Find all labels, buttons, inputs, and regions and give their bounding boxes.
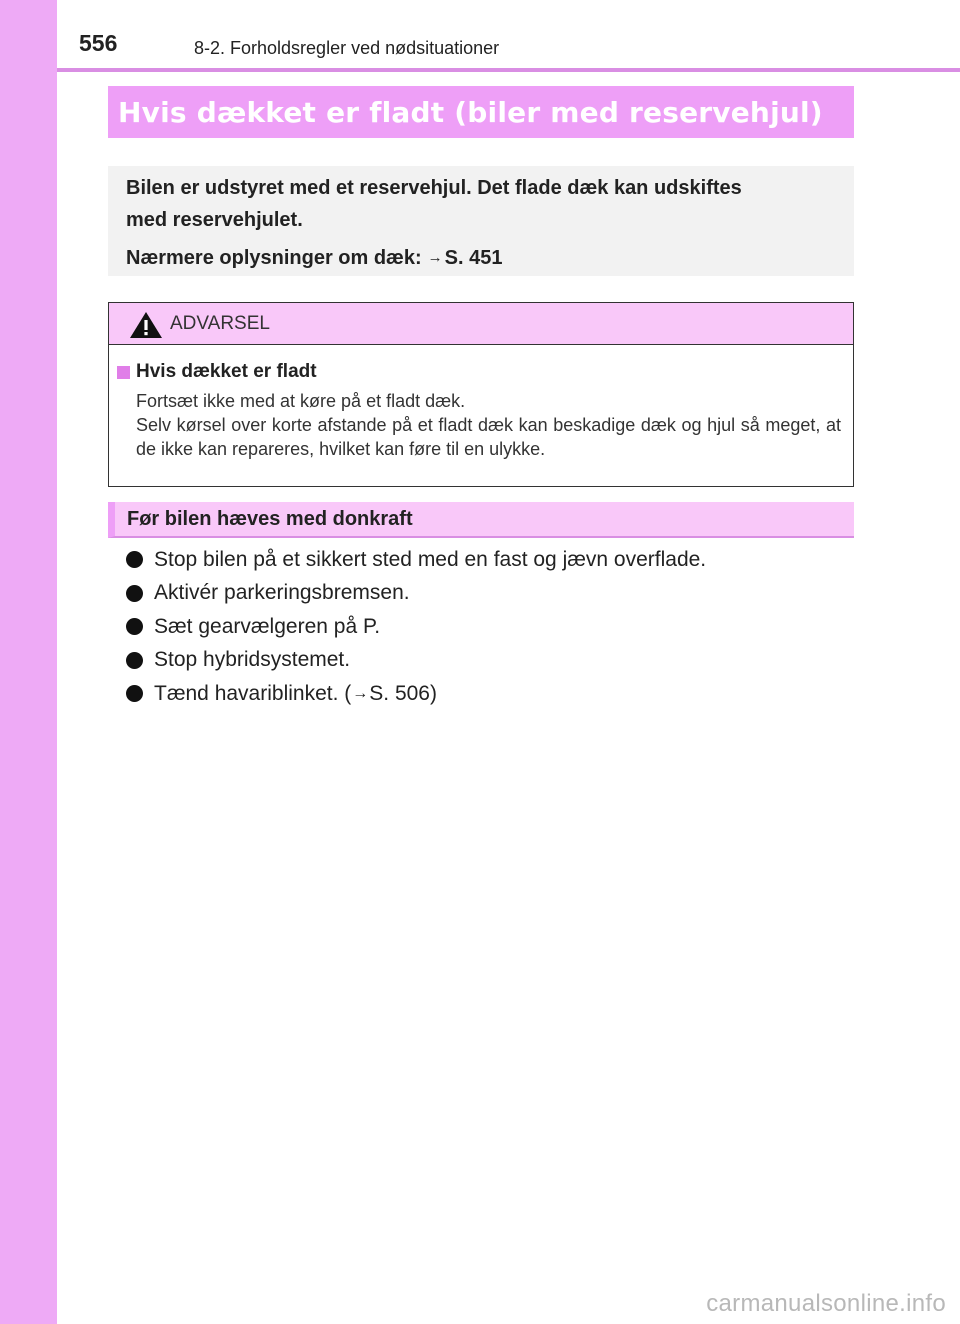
bullet-dot-icon	[126, 618, 143, 635]
bullet-dot-icon	[126, 585, 143, 602]
page-sidebar	[0, 0, 57, 1324]
title-banner	[108, 86, 854, 138]
list-item-text	[154, 682, 437, 706]
list-item	[126, 677, 856, 711]
subsection-title: Før bilen hæves med donkraft	[127, 507, 413, 530]
warning-box	[108, 302, 854, 487]
square-bullet-icon	[117, 366, 130, 379]
intro-line-2: med reservehjulet.	[126, 209, 303, 231]
warning-subheading	[117, 361, 841, 383]
warning-line-2: Selv kørsel over korte afstande på et fladt dæk kan beskadige dæk og hjul så meget, at de ikke kan repareres, hvilket kan føre til en ulykke.	[136, 415, 841, 459]
header-rule	[57, 68, 960, 72]
intro-reference	[126, 242, 842, 274]
list-item-text: Aktivér parkeringsbremsen.	[154, 581, 410, 605]
bullet-dot-icon	[126, 652, 143, 669]
arrow-right-icon: →	[352, 684, 369, 702]
list-item	[126, 577, 856, 611]
bullet-dot-icon	[126, 551, 143, 568]
warning-line-1: Fortsæt ikke med at køre på et fladt dæk.	[136, 391, 466, 411]
warning-label: ADVARSEL	[170, 313, 270, 334]
section-title: 8-2. Forholdsregler ved nødsituationer	[194, 38, 500, 58]
list-item-reference[interactable]: S. 506)	[369, 681, 437, 705]
intro-box	[108, 166, 854, 276]
list-item-text: Stop bilen på et sikkert sted med en fast og jævn overflade.	[154, 547, 707, 571]
list-item-text: Stop hybridsystemet.	[154, 648, 351, 672]
list-item	[126, 644, 856, 678]
list-item-text-pre: Tænd havariblinket. (	[154, 681, 352, 705]
watermark: carmanualsonline.info	[706, 1290, 946, 1317]
list-item	[126, 610, 856, 644]
page-number: 556	[79, 30, 118, 56]
arrow-right-icon: →	[427, 249, 443, 266]
subsection-header	[108, 502, 854, 538]
warning-header	[109, 303, 853, 345]
list-item-text: Sæt gearvælgeren på P.	[154, 614, 381, 638]
intro-reference-text: Nærmere oplysninger om dæk:	[126, 247, 422, 269]
warning-triangle-icon	[129, 311, 163, 339]
warning-subheading-text: Hvis dækket er fladt	[136, 361, 317, 382]
list-item	[126, 543, 856, 577]
intro-line-1: Bilen er udstyret med et reservehjul. Det flade dæk kan udskiftes	[126, 177, 742, 199]
warning-text	[136, 389, 841, 461]
page-header	[57, 0, 960, 70]
bullet-dot-icon	[126, 685, 143, 702]
warning-body	[109, 345, 853, 461]
bullet-list	[126, 543, 856, 711]
page-title: Hvis dækket er fladt (biler med reservehjul)	[118, 95, 823, 129]
intro-reference-page[interactable]: S. 451	[444, 247, 503, 269]
